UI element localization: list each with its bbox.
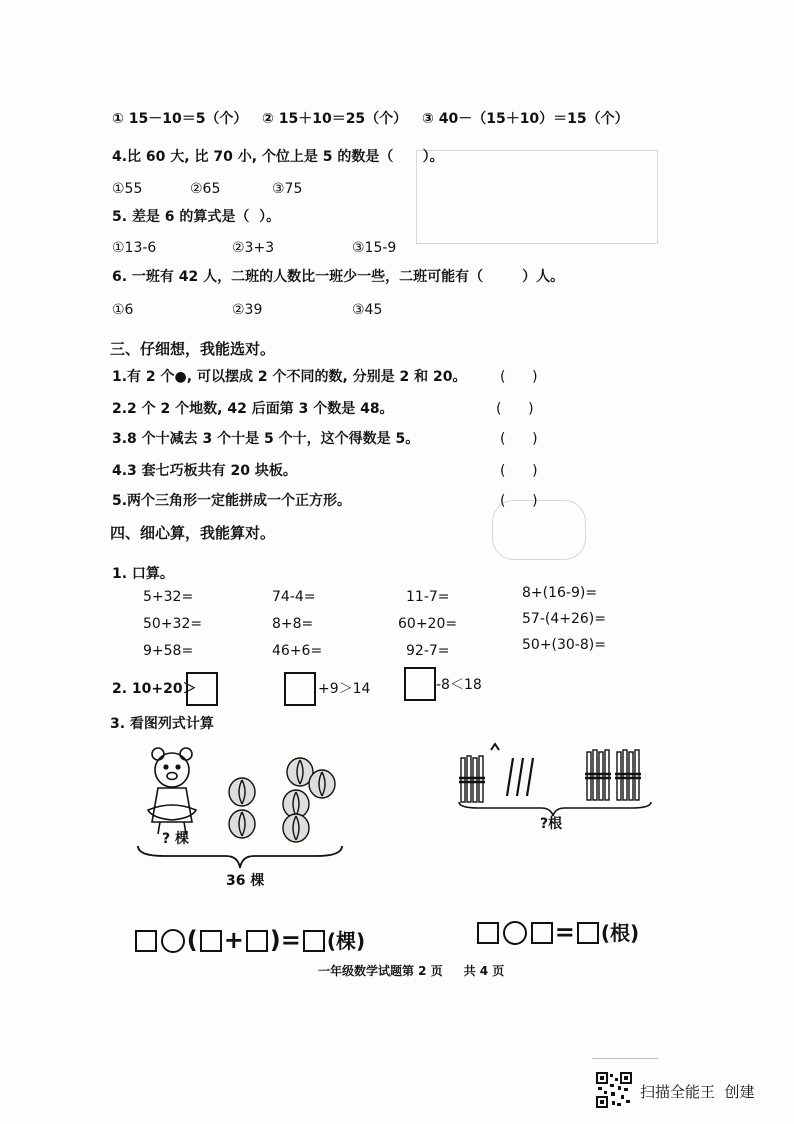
tf-item-3: 3.8 个十减去 3 个十是 5 个十，这个得数是 5。 [112,431,420,447]
section-4-heading: 四、细心算，我能算对。 [110,524,276,542]
eq-right-box-1[interactable] [477,922,499,944]
oral-r2c3: 60+20= [398,616,458,632]
eq-right-unit: (根) [600,921,640,945]
q5-option-3: ③15-9 [352,240,397,256]
eq-right-box-2[interactable] [531,922,553,944]
q6-option-1: ①6 [112,302,134,318]
left-brace-icon [134,842,346,872]
q6-option-2: ②39 [232,302,263,318]
tf-item-5: 5.两个三角形一定能拼成一个正方形。 [112,493,352,509]
eq-right-box-answer[interactable] [577,922,599,944]
oral-r2c4: 57-(4+26)= [522,611,606,627]
oral-r2c1: 50+32= [143,616,203,632]
answer-box-b[interactable] [284,672,316,706]
section-3-heading: 三、仔细想，我能选对。 [110,340,276,358]
eq-right-equals: = [554,918,575,946]
oral-r1c3: 11-7= [406,589,450,605]
eq-left-operator-circle[interactable] [161,929,185,953]
oral-r3c2: 46+6= [272,643,323,659]
answer-box-a[interactable] [186,672,218,706]
compare-b-label: +9＞14 [318,681,371,697]
right-unknown-label: ?根 [540,816,563,832]
oral-title: 1. 口算。 [112,566,174,582]
left-total-label: 36 棵 [226,873,265,889]
answer-box-c[interactable] [404,667,436,701]
tf-answer-4[interactable]: ( ) [500,463,538,479]
compare-c-label: -8＜18 [436,677,482,693]
oral-r1c4: 8+(16-9)= [522,585,598,601]
scanner-watermark-text: 扫描全能王 创建 [640,1083,755,1101]
eq-left-plus: + [223,926,244,954]
q3-option-3: ③ 40－（15＋10）＝15（个） [422,111,629,127]
q4-option-3: ③75 [272,181,303,197]
eq-left-box-3[interactable] [246,930,268,952]
tf-item-2: 2.2 个 2 个地数, 42 后面第 3 个数是 48。 [112,401,394,417]
page-footer: 一年级数学试题第 2 页 共 4 页 [318,964,505,978]
tf-answer-2[interactable]: ( ) [496,401,534,417]
bleed-through-box [416,150,658,244]
q6-option-3: ③45 [352,302,383,318]
q4-option-2: ②65 [190,181,221,197]
tf-answer-1[interactable]: ( ) [500,369,538,385]
oral-r2c2: 8+8= [272,616,314,632]
bear-icon [148,748,196,834]
oral-r1c1: 5+32= [143,589,194,605]
cabbage-icon [229,758,335,842]
oral-r3c1: 9+58= [143,643,194,659]
eq-left-box-1[interactable] [135,930,157,952]
left-equation [116,895,365,956]
right-equation [458,887,639,948]
picture-problem-title: 3. 看图列式计算 [110,716,214,732]
q5-text: 5. 差是 6 的算式是（ ）。 [112,209,281,225]
q3-option-1: ① 15－10＝5（个） [112,111,248,127]
compare-a-label: 2. 10+20＞ [112,681,197,697]
stick-bundle-icon [459,744,499,802]
eq-left-box-answer[interactable] [303,930,325,952]
q6-text: 6. 一班有 42 人，二班的人数比一班少一些，二班可能有（ ）人。 [112,269,565,285]
single-stick-icon [507,758,533,796]
eq-right-operator-circle[interactable] [503,921,527,945]
q4-option-1: ①55 [112,181,143,197]
tf-answer-5[interactable]: ( ) [500,493,538,509]
q3-option-2: ② 15＋10＝25（个） [262,111,408,127]
eq-left-paren-close: ) [269,926,281,954]
eq-left-unit: (棵) [326,929,366,953]
q5-option-2: ②3+3 [232,240,275,256]
q5-option-1: ①13-6 [112,240,157,256]
stick-bundle-icon [585,750,641,800]
oral-r3c3: 92-7= [406,643,450,659]
scanner-divider [592,1058,658,1059]
eq-left-box-2[interactable] [200,930,222,952]
eq-left-paren-open: ( [186,926,198,954]
tf-item-4: 4.3 套七巧板共有 20 块板。 [112,463,297,479]
tf-answer-3[interactable]: ( ) [500,431,538,447]
oral-r1c2: 74-4= [272,589,316,605]
oral-r3c4: 50+(30-8)= [522,637,606,653]
eq-left-equals: = [280,926,301,954]
left-unknown-label: ? 棵 [162,831,189,847]
q4-text: 4.比 60 大, 比 70 小, 个位上是 5 的数是（ ）。 [112,149,444,165]
qr-code-icon [596,1072,632,1108]
tf-item-1: 1.有 2 个●, 可以摆成 2 个不同的数, 分别是 2 和 20。 [112,369,467,385]
